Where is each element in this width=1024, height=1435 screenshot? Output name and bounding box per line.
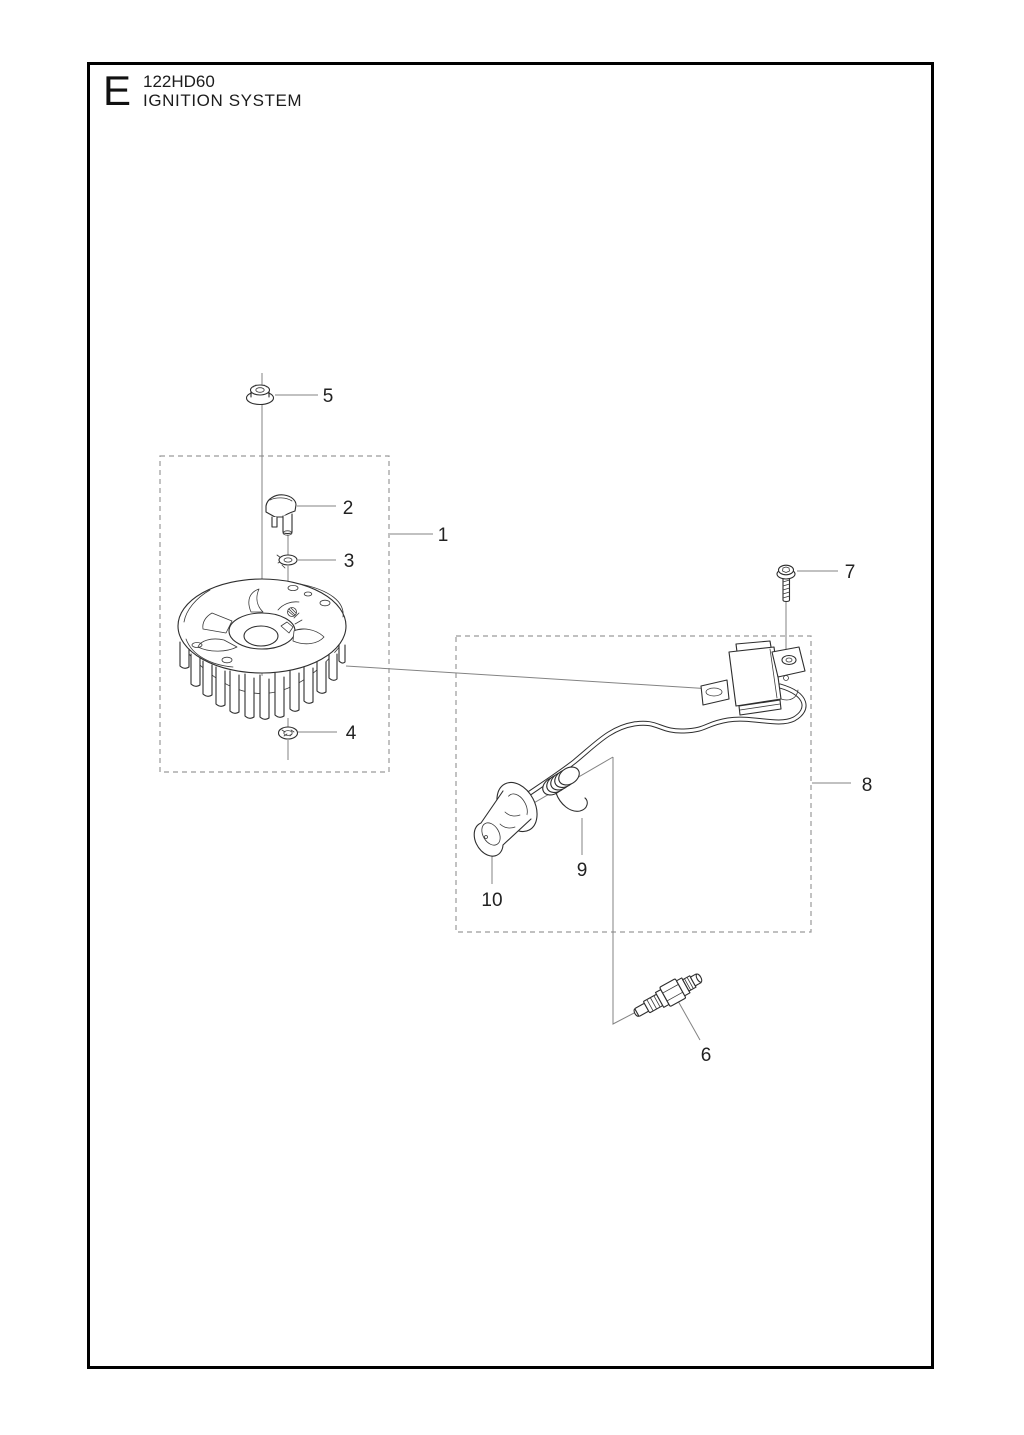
spark-plug-part bbox=[630, 968, 706, 1024]
leader-6 bbox=[678, 1001, 700, 1040]
callout-labels bbox=[323, 386, 873, 1066]
model-number: 122HD60 bbox=[143, 72, 215, 91]
screw-part bbox=[777, 565, 795, 601]
flywheel-hub-bore bbox=[244, 626, 278, 646]
callout-label-1: 1 bbox=[437, 525, 449, 546]
flange-nut-part bbox=[247, 385, 274, 405]
callout-label-9: 9 bbox=[576, 860, 588, 881]
callout-label-3: 3 bbox=[343, 551, 355, 572]
section-letter: E bbox=[103, 67, 132, 114]
washer-3-part bbox=[277, 555, 297, 568]
callout-label-10: 10 bbox=[481, 890, 503, 911]
callout-label-8: 8 bbox=[861, 775, 873, 796]
spring-hook bbox=[556, 793, 587, 811]
callout-label-2: 2 bbox=[342, 498, 354, 519]
callout-label-6: 6 bbox=[700, 1045, 712, 1066]
flywheel-to-coil-line bbox=[346, 666, 712, 689]
callout-label-4: 4 bbox=[345, 723, 357, 744]
pawl-part bbox=[266, 495, 296, 535]
coil-left-flange bbox=[701, 680, 729, 705]
washer-4-part bbox=[279, 727, 298, 739]
callout-label-7: 7 bbox=[844, 562, 856, 583]
spring-part bbox=[539, 763, 587, 811]
flywheel-drawing bbox=[178, 579, 346, 719]
callout-label-5: 5 bbox=[322, 386, 334, 407]
diagram-title: IGNITION SYSTEM bbox=[143, 91, 303, 110]
wire-to-plug-line bbox=[613, 757, 636, 1024]
